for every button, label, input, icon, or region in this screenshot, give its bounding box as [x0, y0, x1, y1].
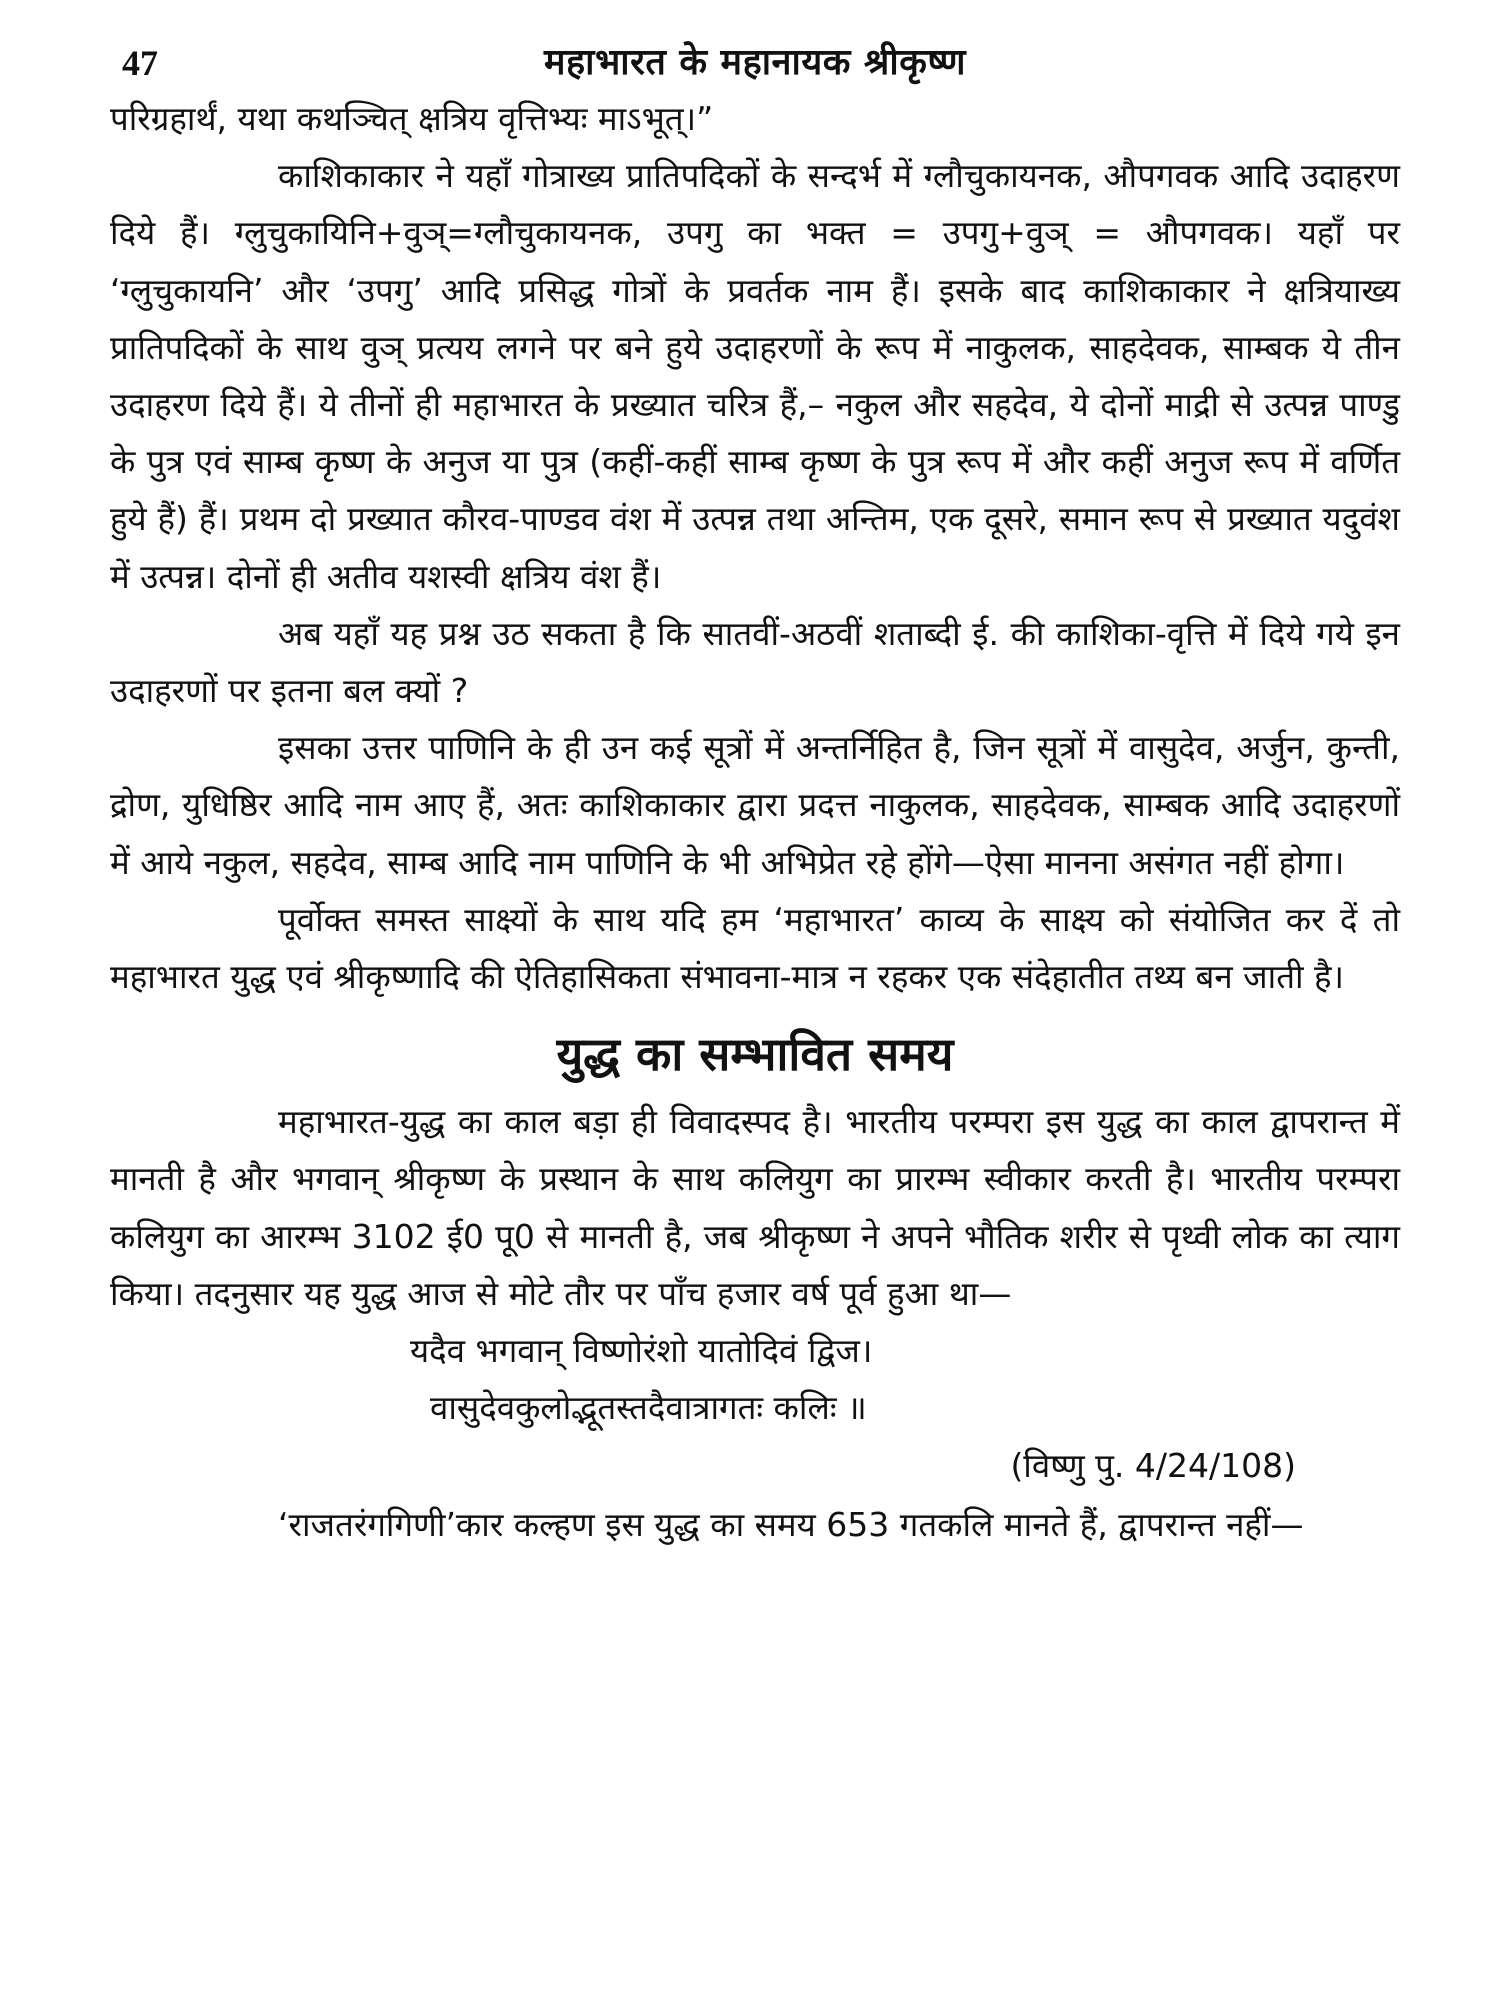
book-page	[110, 26, 1400, 1554]
running-title: महाभारत के महानायक श्रीकृष्ण	[544, 42, 966, 83]
paragraph-conclusion: पूर्वोक्त समस्त साक्ष्यों के साथ यदि हम ‘महाभारत’ काव्य के साक्ष्य को संयोजित कर दें तो महाभारत युद्ध एवं श्रीकृष्णादि की ऐतिहासिकता संभावना-मात्र न रहकर एक संदेहातीत तथ्य बन जाती है।	[110, 899, 1400, 997]
verse-line-2: वासुदेवकुलोद्भूतस्तदैवात्रागतः कलिः ॥	[430, 1388, 867, 1428]
section-heading: युद्ध का सम्भावित समय	[556, 1027, 954, 1082]
page-header	[110, 26, 1400, 90]
paragraph-answer: इसका उत्तर पाणिनि के ही उन कई सूत्रों में अन्तर्निहित है, जिन सूत्रों में वासुदेव, अर्जुन, कुन्ती, द्रोण, युधिष्ठिर आदि नाम आए हैं, अतः काशिकाकार द्वारा प्रदत्त नाकुलक, साहदेवक, साम्बक आदि उदाहरणों में आये नकुल, सहदेव, साम्ब आदि नाम पाणिनि के भी अभिप्रेत रहे होंगे—ऐसा मानना असंगत नहीं होगा।	[110, 728, 1400, 882]
paragraph-war-period: महाभारत-युद्ध का काल बड़ा ही विवादस्पद है। भारतीय परम्परा इस युद्ध का काल द्वापरान्त में मानती है और भगवान् श्रीकृष्ण के प्रस्थान के साथ कलियुग का प्रारम्भ स्वीकार करती है। भारतीय परम्परा कलियुग का आरम्भ 3102 ई0 पू0 से मानती है, जब श्रीकृष्ण ने अपने भौतिक शरीर से पृथ्वी लोक का त्याग किया। तदनुसार यह युद्ध आज से मोटे तौर पर पाँच हजार वर्ष पूर्व हुआ था—	[110, 1102, 1400, 1313]
paragraph-rajatarangini: ‘राजतरंगगिणी’कार कल्हण इस युद्ध का समय 653 गतकलि मानते हैं, द्वापरान्त नहीं—	[278, 1505, 1304, 1545]
body-text	[110, 90, 1400, 1554]
paragraph-kashikakar: काशिकाकार ने यहाँ गोत्राख्य प्रातिपदिकों के सन्दर्भ में ग्लौचुकायनक, औपगवक आदि उदाहरण दिये हैं। ग्लुचुकायिनि+वुञ्=ग्लौचुकायनक, उपगु का भक्त = उपगु+वुञ् = औपगवक। यहाँ पर ‘ग्लुचुकायनि’ और ‘उपगु’ आदि प्रसिद्ध गोत्रों के प्रवर्तक नाम हैं। इसके बाद काशिकाकार ने क्षत्रियाख्य प्रातिपदिकों के साथ वुञ् प्रत्यय लगने पर बने हुये उदाहरणों के रूप में नाकुलक, साहदेवक, साम्बक ये तीन उदाहरण दिये हैं। ये तीनों ही महाभारत के प्रख्यात चरित्र हैं,– नकुल और सहदेव, ये दोनों माद्री से उत्पन्न पाण्डु के पुत्र एवं साम्ब कृष्ण के अनुज या पुत्र (कहीं-कहीं साम्ब कृष्ण के पुत्र रूप में और कहीं अनुज रूप में वर्णित हुये हैं) हैं। प्रथम दो प्रख्यात कौरव-पाण्डव वंश में उत्पन्न तथा अन्तिम, एक दूसरे, समान रूप से प्रख्यात यदुवंश में उत्पन्न। दोनों ही अतीव यशस्वी क्षत्रिय वंश हैं।	[110, 156, 1400, 596]
paragraph-question: अब यहाँ यह प्रश्न उठ सकता है कि सातवीं-अठवीं शताब्दी ई. की काशिका-वृत्ति में दिये गये इन उदाहरणों पर इतना बल क्यों ?	[110, 613, 1400, 711]
page-number: 47	[122, 43, 158, 83]
verse-citation: (विष्णु पु. 4/24/108)	[1010, 1446, 1296, 1486]
paragraph-continuation: परिग्रहार्थं, यथा कथञ्चित् क्षत्रिय वृत्तिभ्यः माऽभूत्।”	[110, 99, 714, 138]
verse-line-1: यदैव भगवान् विष्णोरंशो यातोदिवं द्विज।	[410, 1331, 873, 1371]
